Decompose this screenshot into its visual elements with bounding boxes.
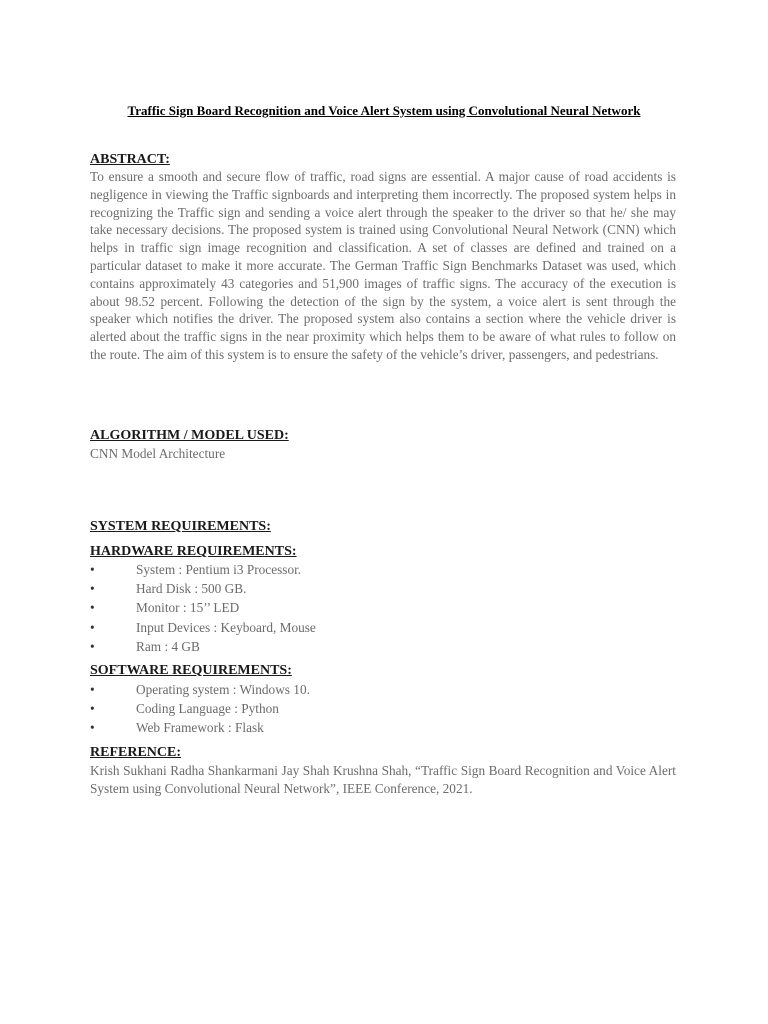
- hardware-item: Input Devices : Keyboard, Mouse: [136, 619, 316, 635]
- algorithm-text: CNN Model Architecture: [90, 446, 226, 461]
- abstract-text: To ensure a smooth and secure flow of traffic, road signs are essential. A major cause of road accidents is negligence in viewing the Traffic signboards and interpreting them incorrectly. The proposed system helps in recognizing the Traffic sign and sending a voice alert through the speaker to the driver so that he/ she may take necessary decisions. The proposed system is trained using Convolutional Neural Network (CNN) which helps in traffic sign image recognition and classification. A set of classes are defined and trained on a particular dataset to make it more accurate. The German Traffic Sign Benchmarks Dataset was used, which contains approximately 43 categories and 51,900 images of traffic signs. The accuracy of the execution is about 98.52 percent. Following the detection of the sign by the system, a voice alert is sent through the speaker which notifies the driver. The proposed system also contains a section where the vehicle driver is alerted about the traffic signs in the near proximity which helps them to be aware of what rules to follow on the route. The aim of this system is to ensure the safety of the vehicle’s driver, passengers, and pedestrians.: [90, 169, 676, 362]
- reference-text: Krish Sukhani Radha Shankarmani Jay Shah Krushna Shah, “Traffic Sign Board Recognition and Voice Alert System using Convolutional Neural Network”, IEEE Conference, 2021.: [90, 763, 676, 796]
- hardware-item: Ram : 4 GB: [136, 638, 200, 654]
- bullet-icon: •: [90, 638, 95, 654]
- software-item: Web Framework : Flask: [136, 720, 264, 736]
- bullet-icon: •: [90, 619, 95, 635]
- algorithm-heading: ALGORITHM / MODEL USED:: [90, 428, 289, 443]
- reference-heading: REFERENCE:: [90, 745, 182, 760]
- bullet-icon: •: [90, 581, 95, 597]
- system-requirements-heading: SYSTEM REQUIREMENTS:: [90, 519, 271, 534]
- bullet-icon: •: [90, 720, 95, 736]
- document-title: Traffic Sign Board Recognition and Voice Alert System using Convolutional Neural Network: [127, 103, 641, 118]
- bullet-icon: •: [90, 701, 95, 717]
- hardware-item: Hard Disk : 500 GB.: [136, 581, 247, 597]
- bullet-icon: •: [90, 600, 95, 616]
- software-requirements-heading: SOFTWARE REQUIREMENTS:: [90, 663, 292, 678]
- abstract-heading: ABSTRACT:: [90, 152, 170, 167]
- hardware-item: System : Pentium i3 Processor.: [136, 562, 302, 577]
- hardware-item: Monitor : 15’’ LED: [136, 600, 240, 616]
- software-item: Coding Language : Python: [136, 701, 279, 717]
- bullet-icon: •: [90, 682, 95, 697]
- software-item: Operating system : Windows 10.: [136, 682, 310, 697]
- hardware-requirements-heading: HARDWARE REQUIREMENTS:: [90, 544, 297, 559]
- bullet-icon: •: [90, 562, 95, 577]
